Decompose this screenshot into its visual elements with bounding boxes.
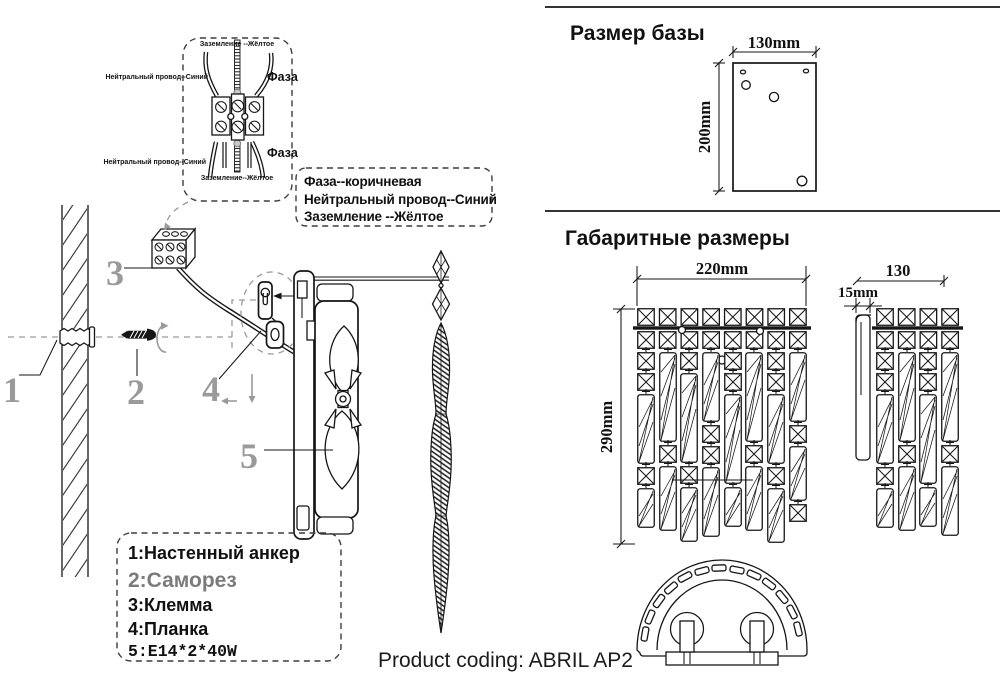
direction-arrows-icon	[221, 374, 256, 405]
neutral-top-label: Нейтральный провод--Синий	[105, 74, 208, 81]
legend-ground: Заземление --Жёлтое	[304, 209, 444, 224]
callout-1: 1	[3, 370, 21, 410]
legend-neutral: Нейтральный провод--Синий	[304, 192, 497, 207]
callout-5: 5	[240, 436, 258, 476]
lamp-side-view-drawing	[294, 271, 449, 539]
mounting-plate-drawing	[259, 282, 284, 348]
wall-anchor-drawing	[60, 327, 95, 347]
wire-color-legend-box	[296, 168, 497, 226]
ground-bottom-label: Заземление--Жёлтое	[200, 175, 274, 182]
callout-3: 3	[106, 253, 124, 293]
wall-drawing	[62, 205, 88, 577]
base-height-dim-label: 200mm	[695, 100, 714, 154]
side-depth-dim-label: 15mm	[838, 285, 878, 301]
neutral-bottom-label: Нейтральный провод--Синий	[103, 159, 206, 166]
callout-4: 4	[202, 369, 220, 409]
legend-phase: Фаза--коричневая	[304, 174, 422, 189]
base-height-dimension	[713, 59, 725, 195]
base-width-dim-label: 130mm	[747, 33, 801, 52]
phase-bottom-label: Фаза	[267, 146, 298, 160]
phase-top-label: Фаза	[267, 70, 298, 84]
front-height-dim-label: 290mm	[597, 400, 616, 454]
overall-size-title: Габаритные размеры	[565, 227, 790, 250]
parts-item-3: 3:Клемма	[128, 595, 213, 615]
screw-drawing	[121, 329, 156, 341]
product-coding-text: Product coding: ABRIL AP2	[378, 649, 633, 672]
side-width-dim-label: 130	[885, 261, 911, 280]
side-view-drawing	[856, 309, 963, 536]
front-height-dimension	[613, 305, 635, 548]
terminal-strips	[212, 94, 264, 140]
wiring-detail-box	[103, 38, 298, 201]
crystal-strand-drawing	[431, 251, 452, 633]
base-size-title: Размер базы	[570, 22, 705, 45]
ground-top-label: Заземление --Жёлтое	[199, 41, 275, 48]
front-view-drawing	[633, 309, 811, 543]
bottom-view-drawing	[637, 560, 807, 665]
base-plate-drawing	[733, 63, 816, 191]
callout-2: 2	[127, 372, 145, 412]
plate-insert-arrow-icon	[273, 293, 295, 300]
parts-item-2: 2:Саморез	[128, 569, 237, 592]
front-width-dim-label: 220mm	[695, 259, 749, 278]
parts-list-box	[117, 533, 341, 661]
wiring-callout-leader	[164, 202, 188, 230]
parts-item-4: 4:Планка	[128, 619, 209, 639]
parts-item-5: 5:E14*2*40W	[128, 642, 237, 661]
parts-item-1: 1:Настенный анкер	[128, 543, 300, 563]
